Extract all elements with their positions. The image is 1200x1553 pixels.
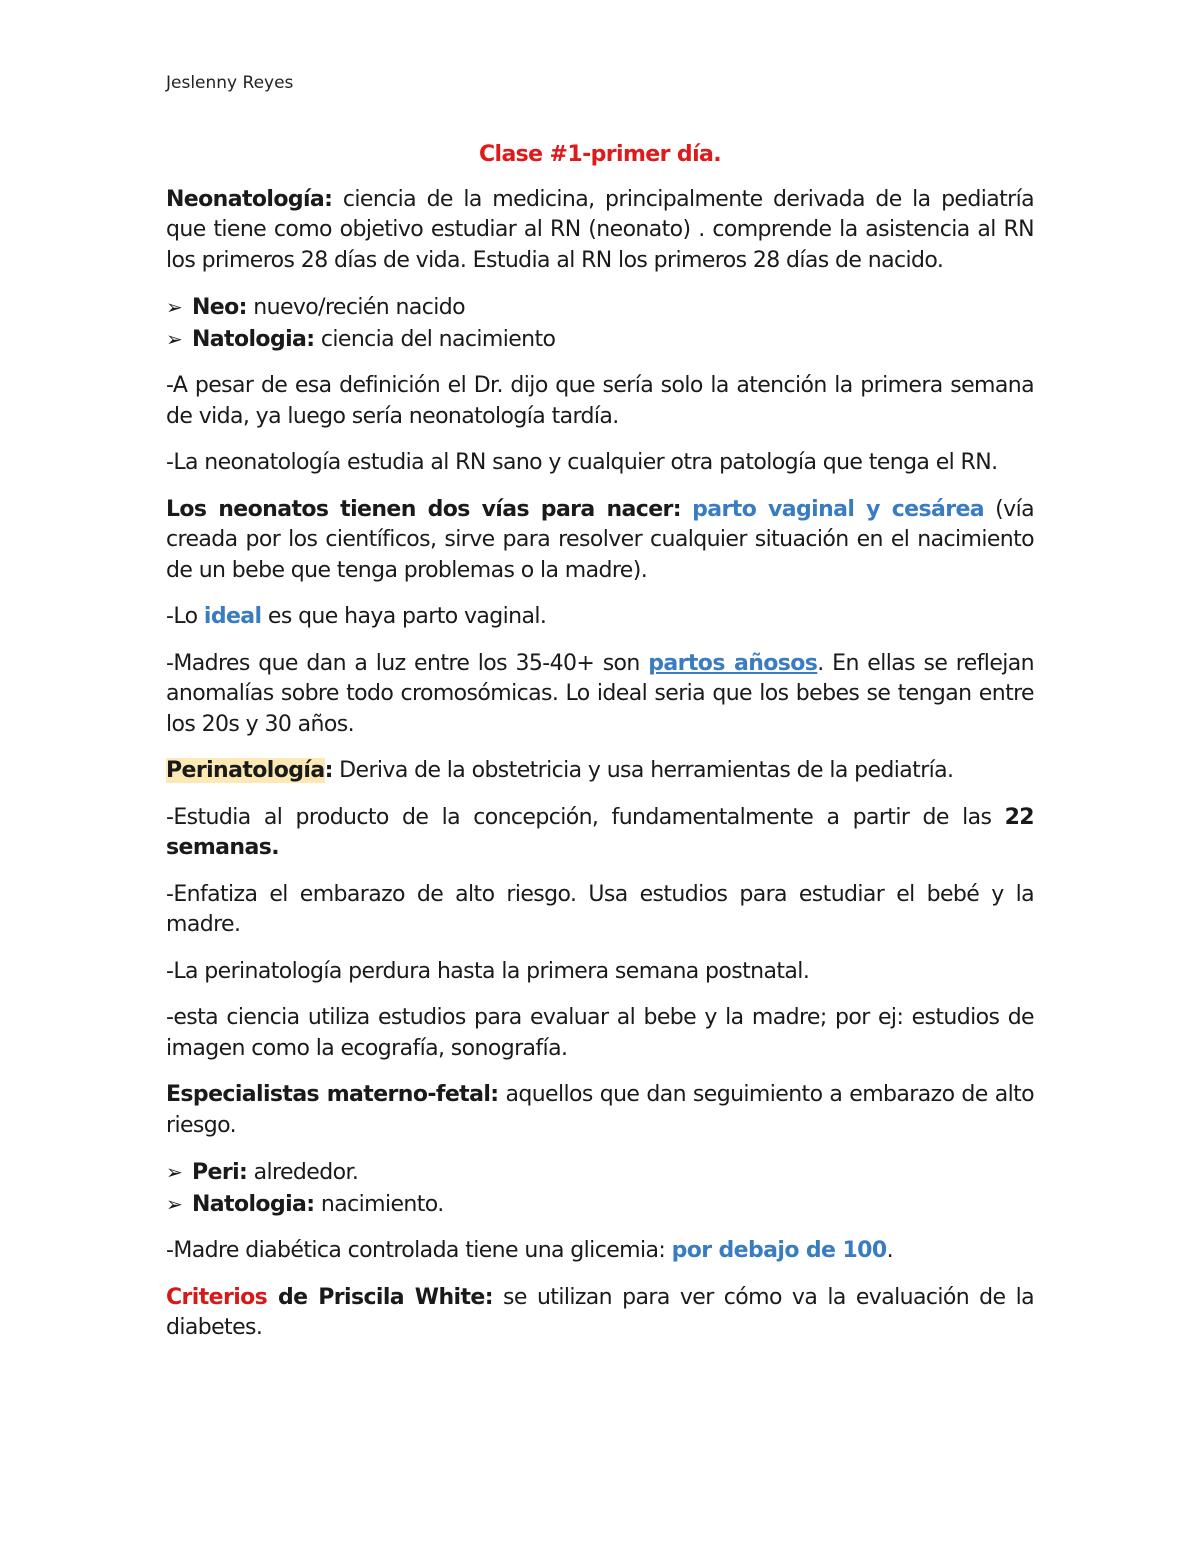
list-text: alrededor. <box>247 1160 359 1185</box>
list-text: nacimiento. <box>314 1191 444 1217</box>
anosos-pre: -Madres que dan a luz entre los 35-40+ son <box>166 650 649 676</box>
ideal-pre: -Lo <box>166 604 204 629</box>
term-neonatologia: Neonatología: <box>166 186 333 212</box>
paragraph-definicion-dr: -A pesar de esa definición el Dr. dijo que sería solo la atención la primera semana de vida, ya luego sería neonatología tardía. <box>166 373 1034 429</box>
glicemia-post: . <box>886 1238 893 1263</box>
paragraph-perinatologia <box>166 756 1034 787</box>
vias-text: (vía creada por los científicos, sirve para resolver cualquier situación en el nacimiento de un bebe que tenga problemas o la madre). <box>166 496 1034 583</box>
paragraph-ideal <box>166 602 1034 633</box>
perinatologia-colon: : <box>324 758 333 783</box>
term-perinatologia: Perinatología <box>166 758 325 783</box>
priscila-text: se utilizan para ver cómo va la evaluación de la diabetes. <box>166 1284 1034 1340</box>
paragraph-alto-riesgo: -Enfatiza el embarazo de alto riesgo. Usa estudios para estudiar el bebé y la madre. <box>166 881 1034 937</box>
vias-lead: Los neonatos tienen dos vías para nacer: <box>166 496 682 522</box>
arrow-bullet-icon: ➢ <box>166 326 183 351</box>
paragraph-vias-nacer <box>166 495 1034 587</box>
page-title: Clase #1-primer día. <box>478 142 722 167</box>
vias-highlight: parto vaginal y cesárea <box>692 496 985 522</box>
arrow-bullet-icon: ➢ <box>166 1191 183 1216</box>
paragraph-especialistas <box>166 1080 1034 1141</box>
list-text: nuevo/recién nacido <box>246 295 466 320</box>
list-item <box>166 324 1034 356</box>
glicemia-highlight: por debajo de 100 <box>671 1238 887 1263</box>
list-text: ciencia del nacimiento <box>314 326 556 352</box>
paragraph-postnatal: -La perinatología perdura hasta la primera semana postnatal. <box>166 958 810 984</box>
ideal-highlight: ideal <box>203 604 262 629</box>
semanas-pre: -Estudia al producto de la concepción, fundamentalmente a partir de las <box>166 804 1005 830</box>
term-especialistas: Especialistas materno-fetal: <box>166 1082 499 1107</box>
paragraph-estudios: -esta ciencia utiliza estudios para evaluar al bebe y la madre; por ej: estudios de imagen como la ecografía, sonografía. <box>166 1005 1034 1061</box>
definition-especialistas: aquellos que dan seguimiento a embarazo de alto riesgo. <box>166 1082 1034 1138</box>
glicemia-pre: -Madre diabética controlada tiene una glicemia: <box>166 1238 672 1263</box>
paragraph-22-semanas <box>166 803 1034 864</box>
paragraph-partos-anosos <box>166 649 1034 741</box>
list-term: Natologia: <box>192 1191 315 1217</box>
paragraph-rn-sano: -La neonatología estudia al RN sano y cualquier otra patología que tenga el RN. <box>166 450 998 475</box>
criterios-red: Criterios <box>166 1284 268 1310</box>
header-author: Jeslenny Reyes <box>166 73 294 93</box>
list-item <box>166 292 1034 324</box>
list-term: Neo: <box>192 295 247 320</box>
arrow-bullet-icon: ➢ <box>166 295 183 319</box>
list-term: Peri: <box>192 1160 248 1185</box>
anosos-highlight: partos añosos <box>648 650 818 676</box>
paragraph-glicemia <box>166 1236 1034 1267</box>
definition-perinatologia: Deriva de la obstetricia y usa herramientas de la pediatría. <box>332 758 954 783</box>
list-neonatologia-etymology <box>166 292 1034 355</box>
list-term: Natologia: <box>192 326 315 352</box>
semanas-bold: 22 semanas. <box>166 804 1034 860</box>
list-item <box>166 1157 1034 1189</box>
anosos-post: . En ellas se reflejan anomalías sobre todo cromosómicas. Lo ideal seria que los bebes se tengan entre los 20s y 30 años. <box>166 650 1034 737</box>
ideal-post: es que haya parto vaginal. <box>261 604 547 629</box>
list-item <box>166 1189 1034 1221</box>
document-body <box>166 140 1034 1360</box>
priscila-bold: de Priscila White: <box>267 1284 493 1310</box>
paragraph-neonatologia <box>166 185 1034 277</box>
definition-neonatologia: ciencia de la medicina, principalmente derivada de la pediatría que tiene como objetivo estudiar al RN (neonato) . comprende la asistencia al RN los primeros 28 días de vida. Estudia al RN los primeros 28 días de nacido. <box>166 186 1034 273</box>
list-perinatologia-etymology <box>166 1157 1034 1220</box>
arrow-bullet-icon: ➢ <box>166 1160 183 1184</box>
paragraph-priscila-white <box>166 1283 1034 1344</box>
